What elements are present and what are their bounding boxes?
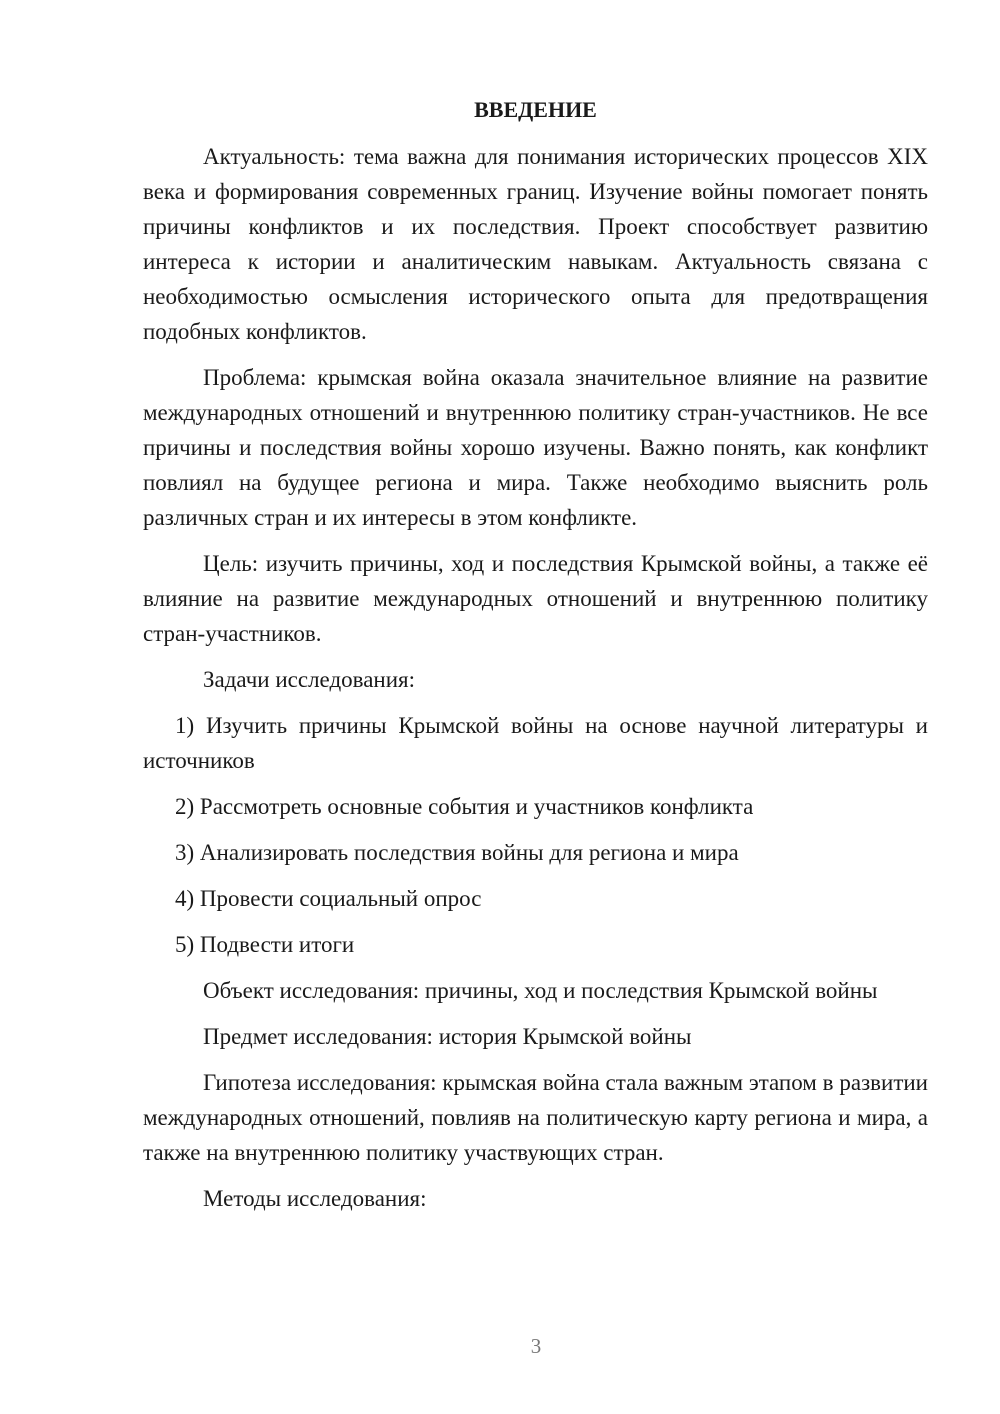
paragraph-relevance: Актуальность: тема важна для понимания исторических процессов XIX века и формирования современных границ. Изучение войны помогает понять причины конфликтов и их последствия. Проект способствует развитию интереса к истории и аналитическим навыкам. Актуальность связана с необходимостью осмысления исторического опыта для предотвращения подобных конфликтов. [143, 144, 928, 344]
paragraph-goal: Цель: изучить причины, ход и последствия Крымской войны, а также её влияние на развитие международных отношений и внутреннюю политику стран-участников. [143, 551, 928, 646]
task-item: 2) Рассмотреть основные события и участников конфликта [175, 794, 754, 819]
task-item: 3) Анализировать последствия войны для региона и мира [175, 840, 739, 865]
paragraph-object: Объект исследования: причины, ход и последствия Крымской войны [203, 978, 878, 1003]
task-item: 4) Провести социальный опрос [175, 886, 482, 911]
methods-heading: Методы исследования: [203, 1186, 427, 1211]
paragraph-subject: Предмет исследования: история Крымской войны [203, 1024, 692, 1049]
paragraph-hypothesis: Гипотеза исследования: крымская война стала важным этапом в развитии международных отношений, повлияв на политическую карту региона и мира, а также на внутреннюю политику участвующих стран. [143, 1070, 928, 1165]
task-item: 5) Подвести итоги [175, 932, 355, 957]
task-item: 1) Изучить причины Крымской войны на основе научной литературы и источников [143, 713, 928, 773]
paragraph-problem: Проблема: крымская война оказала значительное влияние на развитие международных отношений и внутреннюю политику стран-участников. Не все причины и последствия войны хорошо изучены. Важно понять, как конфликт повлиял на будущее региона и мира. Также необходимо выяснить роль различных стран и их интересы в этом конфликте. [143, 365, 928, 530]
tasks-heading: Задачи исследования: [203, 667, 416, 692]
page-number: 3 [530, 1334, 542, 1358]
page-content [143, 92, 928, 1227]
page-title: ВВЕДЕНИЕ [474, 97, 597, 122]
